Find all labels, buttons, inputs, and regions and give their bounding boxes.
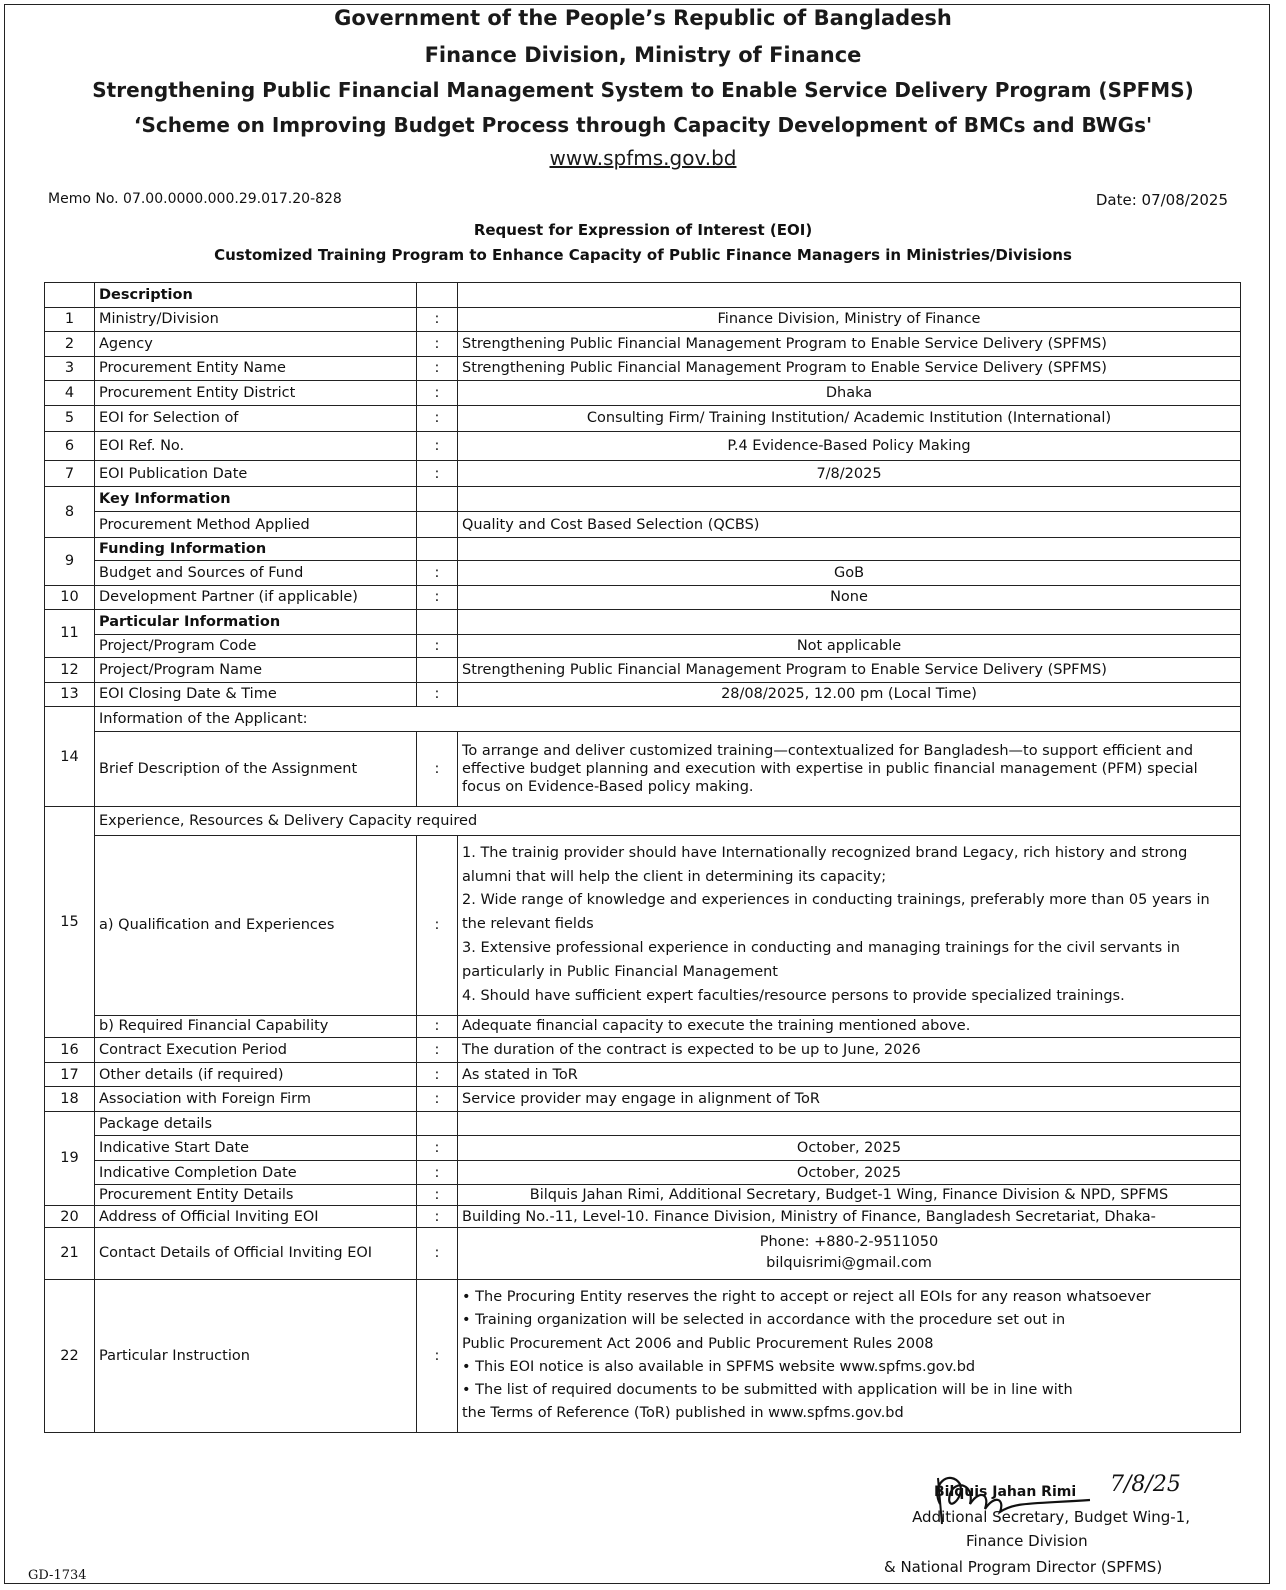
table-row (45, 432, 1241, 461)
row-value: Dhaka (458, 381, 1241, 406)
row-number: 10 (45, 585, 95, 610)
row-number: 9 (45, 538, 95, 585)
value-cell (458, 487, 1241, 512)
table-row (45, 707, 1241, 732)
colon-cell (417, 283, 458, 308)
row-number: 2 (45, 332, 95, 357)
row-number: 18 (45, 1087, 95, 1112)
row-label: EOI Publication Date (95, 460, 417, 487)
section-heading: Key Information (95, 487, 417, 512)
row-value: None (458, 585, 1241, 610)
list-item: the Terms of Reference (ToR) published in www.spfms.gov.bd (462, 1405, 904, 1422)
table-row (45, 307, 1241, 332)
row-label: Project/Program Name (95, 658, 417, 683)
row-value: The duration of the contract is expected to be up to June, 2026 (458, 1038, 1241, 1063)
row-value: Strengthening Public Financial Management Program to Enable Service Delivery (SPFMS) (458, 356, 1241, 381)
row-label: Procurement Method Applied (95, 511, 417, 538)
row-value: 7/8/2025 (458, 460, 1241, 487)
table-row (45, 381, 1241, 406)
table-row (45, 1160, 1241, 1185)
row-label: EOI Ref. No. (95, 432, 417, 461)
row-number: 20 (45, 1205, 95, 1227)
row-label: Contact Details of Official Inviting EOI (95, 1228, 417, 1279)
colon: : (417, 1038, 458, 1063)
colon: : (417, 1160, 458, 1185)
value-cell (458, 283, 1241, 308)
row-value: Quality and Cost Based Selection (QCBS) (458, 511, 1241, 538)
row-number: 8 (45, 487, 95, 538)
row-label: Other details (if required) (95, 1062, 417, 1087)
colon: : (417, 1136, 458, 1161)
row-value: To arrange and deliver customized training—contextualized for Bangladesh—to support efficient and effective budget planning and execution with expertise in public financial management (PFM) special focus on Evidence-Based policy making. (458, 731, 1241, 807)
row-number: 7 (45, 460, 95, 487)
header-government: Government of the People’s Republic of Bangladesh (334, 6, 952, 30)
colon: : (417, 1205, 458, 1227)
list-item: 1. The trainig provider should have Internationally recognized brand Legacy, rich history and strong alumni that will help the client in determining its capacity; (462, 844, 1188, 885)
table-row (45, 807, 1241, 836)
table-row (45, 538, 1241, 560)
row-label: Procurement Entity Details (95, 1185, 417, 1205)
table-row (45, 610, 1241, 635)
table-row (45, 658, 1241, 683)
table-row (45, 731, 1241, 807)
colon: : (417, 307, 458, 332)
section-heading: Particular Information (95, 610, 417, 635)
colon: : (417, 1279, 458, 1432)
row-label: Procurement Entity District (95, 381, 417, 406)
row-value: Service provider may engage in alignment of ToR (458, 1087, 1241, 1112)
row-number: 21 (45, 1228, 95, 1279)
row-value: Strengthening Public Financial Management Program to Enable Service Delivery (SPFMS) (458, 332, 1241, 357)
row-number: 15 (45, 807, 95, 1038)
row-label: Indicative Completion Date (95, 1160, 417, 1185)
row-value: As stated in ToR (458, 1062, 1241, 1087)
signature-date: 7/8/25 (1110, 1472, 1181, 1497)
list-item: • The list of required documents to be submitted with application will be in line with (462, 1381, 1073, 1398)
row-number: 11 (45, 610, 95, 658)
footer-code: GD-1734 (28, 1568, 87, 1583)
header-scheme: ‘Scheme on Improving Budget Process through Capacity Development of BMCs and BWGs' (133, 113, 1153, 137)
row-label: Address of Official Inviting EOI (95, 1205, 417, 1227)
header-division: Finance Division, Ministry of Finance (424, 43, 862, 67)
contact-details (458, 1228, 1241, 1279)
row-label: Agency (95, 332, 417, 357)
value-cell (458, 610, 1241, 635)
table-row (45, 835, 1241, 1015)
row-value: Consulting Firm/ Training Institution/ Academic Institution (International) (458, 405, 1241, 432)
section-heading: Package details (95, 1111, 417, 1136)
colon: : (417, 585, 458, 610)
row-label: EOI Closing Date & Time (95, 682, 417, 707)
colon: : (417, 682, 458, 707)
table-row (45, 1205, 1241, 1227)
signatory-division: Finance Division (966, 1532, 1088, 1550)
colon: : (417, 1185, 458, 1205)
colon: : (417, 1087, 458, 1112)
signatory-role: & National Program Director (SPFMS) (884, 1558, 1163, 1576)
table-row (45, 634, 1241, 658)
row-label: Budget and Sources of Fund (95, 560, 417, 585)
colon-cell (417, 538, 458, 560)
contact-phone: Phone: +880-2-9511050 (759, 1233, 939, 1250)
table-row (45, 1185, 1241, 1205)
row-number: 16 (45, 1038, 95, 1063)
colon: : (417, 731, 458, 807)
table-row (45, 560, 1241, 585)
value-cell (458, 538, 1241, 560)
table-row (45, 1015, 1241, 1037)
row-number: 14 (45, 707, 95, 807)
row-value: October, 2025 (458, 1160, 1241, 1185)
row-label: Development Partner (if applicable) (95, 585, 417, 610)
row-label: Contract Execution Period (95, 1038, 417, 1063)
row-number: 17 (45, 1062, 95, 1087)
row-label: EOI for Selection of (95, 405, 417, 432)
notice-subtitle: Customized Training Program to Enhance Capacity of Public Finance Managers in Ministries/Divisions (214, 246, 1072, 264)
list-item: • This EOI notice is also available in SPFMS website www.spfms.gov.bd (462, 1358, 976, 1375)
row-value: Finance Division, Ministry of Finance (458, 307, 1241, 332)
colon: : (417, 1228, 458, 1279)
header-program: Strengthening Public Financial Management System to Enable Service Delivery Program (SPFMS) (92, 78, 1194, 102)
colon: : (417, 405, 458, 432)
instruction-list (458, 1279, 1241, 1432)
row-value: Strengthening Public Financial Management Program to Enable Service Delivery (SPFMS) (458, 658, 1241, 683)
row-label: b) Required Financial Capability (95, 1015, 417, 1037)
header-website-link[interactable]: www.spfms.gov.bd (549, 146, 737, 170)
row-value: October, 2025 (458, 1136, 1241, 1161)
colon-cell (417, 658, 458, 683)
row-number: 12 (45, 658, 95, 683)
list-item: 3. Extensive professional experience in conducting and managing trainings for the civil servants in particularly in Public Financial Management (462, 940, 1180, 981)
row-label: Project/Program Code (95, 634, 417, 658)
colon: : (417, 432, 458, 461)
list-item: 4. Should have sufficient expert faculties/resource persons to provide specialized trainings. (462, 988, 1125, 1005)
row-number: 6 (45, 432, 95, 461)
colon-cell (417, 610, 458, 635)
colon: : (417, 381, 458, 406)
signatory-designation: Additional Secretary, Budget Wing-1, (912, 1508, 1190, 1526)
row-label: a) Qualification and Experiences (95, 835, 417, 1015)
row-label: Indicative Start Date (95, 1136, 417, 1161)
row-value: GoB (458, 560, 1241, 585)
table-row (45, 1228, 1241, 1279)
list-item: • The Procuring Entity reserves the right to accept or reject all EOIs for any reason whatsoever (462, 1289, 1151, 1306)
memo-number: Memo No. 07.00.0000.000.29.017.20-828 (48, 191, 342, 207)
row-number: 3 (45, 356, 95, 381)
colon: : (417, 332, 458, 357)
row-number: 13 (45, 682, 95, 707)
colon-cell (417, 487, 458, 512)
table-row (45, 1062, 1241, 1087)
row-value: 28/08/2025, 12.00 pm (Local Time) (458, 682, 1241, 707)
colon: : (417, 634, 458, 658)
colon: : (417, 356, 458, 381)
colon: : (417, 560, 458, 585)
table-row (45, 283, 1241, 308)
row-value: Not applicable (458, 634, 1241, 658)
table-row (45, 1087, 1241, 1112)
contact-email-link[interactable]: bilquisrimi@gmail.com (766, 1255, 932, 1272)
colon-cell (417, 511, 458, 538)
colon: : (417, 835, 458, 1015)
list-item: Public Procurement Act 2006 and Public Procurement Rules 2008 (462, 1335, 934, 1352)
colon: : (417, 1015, 458, 1037)
notice-title: Request for Expression of Interest (EOI) (473, 221, 813, 239)
row-number: 22 (45, 1279, 95, 1432)
section-heading: Funding Information (95, 538, 417, 560)
row-number: 1 (45, 307, 95, 332)
row-value: Bilquis Jahan Rimi, Additional Secretary, Budget-1 Wing, Finance Division & NPD, SPFMS (458, 1185, 1241, 1205)
signatory-name: Bilquis Jahan Rimi (934, 1484, 1077, 1500)
table-row (45, 1279, 1241, 1432)
row-label: Ministry/Division (95, 307, 417, 332)
row-value: P.4 Evidence-Based Policy Making (458, 432, 1241, 461)
colon: : (417, 1062, 458, 1087)
section-heading: Experience, Resources & Delivery Capacity required (95, 807, 1241, 836)
table-row (45, 585, 1241, 610)
table-row (45, 511, 1241, 538)
row-value: Building No.-11, Level-10. Finance Division, Ministry of Finance, Bangladesh Secretariat, Dhaka- (458, 1205, 1241, 1227)
table-row (45, 332, 1241, 357)
row-number: 4 (45, 381, 95, 406)
table-row (45, 1111, 1241, 1136)
value-cell (458, 1111, 1241, 1136)
num-cell (45, 283, 95, 308)
row-label: Procurement Entity Name (95, 356, 417, 381)
colon-cell (417, 1111, 458, 1136)
list-item: • Training organization will be selected in accordance with the procedure set out in (462, 1312, 1066, 1329)
row-label: Association with Foreign Firm (95, 1087, 417, 1112)
list-item: 2. Wide range of knowledge and experiences in conducting trainings, preferably more than 05 years in the relevant fields (462, 892, 1210, 933)
description-header: Description (95, 283, 417, 308)
qualification-list (458, 835, 1241, 1015)
table-row (45, 1136, 1241, 1161)
colon: : (417, 460, 458, 487)
row-number: 5 (45, 405, 95, 432)
table-row (45, 1038, 1241, 1063)
table-row (45, 356, 1241, 381)
section-heading: Information of the Applicant: (95, 707, 1241, 732)
row-label: Brief Description of the Assignment (95, 731, 417, 807)
table-row (45, 487, 1241, 512)
eoi-table (44, 282, 1241, 1433)
row-label: Particular Instruction (95, 1279, 417, 1432)
table-row (45, 682, 1241, 707)
memo-date: Date: 07/08/2025 (1095, 191, 1228, 209)
row-value: Adequate financial capacity to execute the training mentioned above. (458, 1015, 1241, 1037)
row-number: 19 (45, 1111, 95, 1205)
table-row (45, 405, 1241, 432)
table-row (45, 460, 1241, 487)
